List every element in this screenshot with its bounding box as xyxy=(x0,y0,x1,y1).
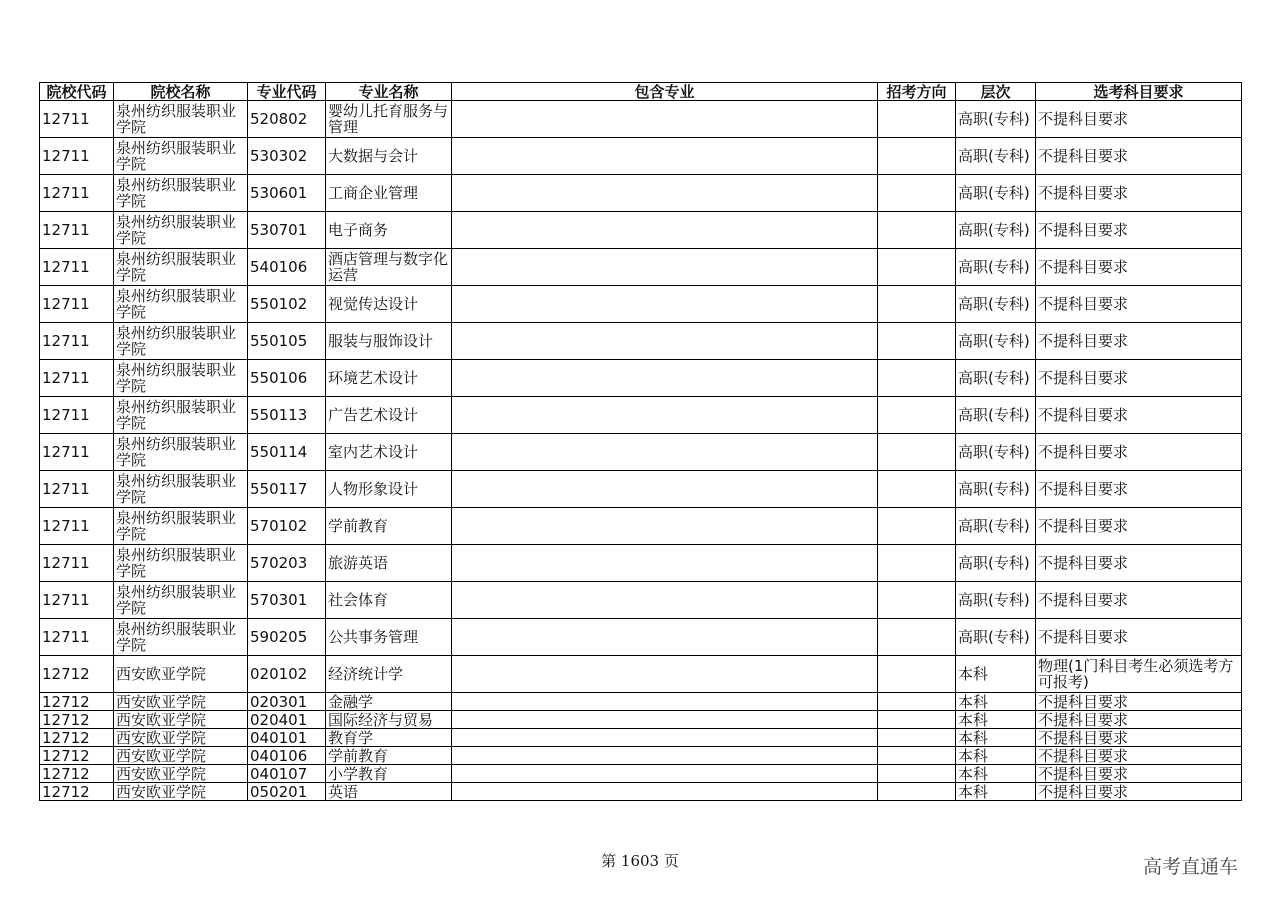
included-majors-cell xyxy=(452,765,878,783)
school-code-cell: 12711 xyxy=(40,508,114,545)
school-code-cell: 12712 xyxy=(40,729,114,747)
subject-requirement-cell: 不提科目要求 xyxy=(1036,434,1242,471)
major-name-cell: 酒店管理与数字化运营 xyxy=(326,249,452,286)
subject-requirement-cell: 不提科目要求 xyxy=(1036,729,1242,747)
subject-requirement-cell: 不提科目要求 xyxy=(1036,619,1242,656)
major-name-cell: 社会体育 xyxy=(326,582,452,619)
school-name-cell: 泉州纺织服装职业学院 xyxy=(114,101,248,138)
major-name-cell: 经济统计学 xyxy=(326,656,452,693)
major-code-cell: 550114 xyxy=(248,434,326,471)
school-code-cell: 12711 xyxy=(40,138,114,175)
school-code-cell: 12711 xyxy=(40,619,114,656)
school-name-cell: 泉州纺织服装职业学院 xyxy=(114,286,248,323)
school-name-cell: 西安欧亚学院 xyxy=(114,783,248,801)
subject-requirement-cell: 不提科目要求 xyxy=(1036,711,1242,729)
subject-requirement-cell: 不提科目要求 xyxy=(1036,471,1242,508)
school-code-cell: 12711 xyxy=(40,286,114,323)
level-cell: 高职(专科) xyxy=(956,619,1036,656)
level-cell: 本科 xyxy=(956,783,1036,801)
header-row xyxy=(40,83,1242,101)
major-name-cell: 旅游英语 xyxy=(326,545,452,582)
direction-cell xyxy=(878,434,956,471)
school-name-cell: 西安欧亚学院 xyxy=(114,693,248,711)
direction-cell xyxy=(878,747,956,765)
school-code-cell: 12712 xyxy=(40,711,114,729)
school-code-cell: 12711 xyxy=(40,471,114,508)
school-name-cell: 泉州纺织服装职业学院 xyxy=(114,249,248,286)
major-code-cell: 020102 xyxy=(248,656,326,693)
subject-requirement-cell: 不提科目要求 xyxy=(1036,286,1242,323)
subject-requirement-cell: 不提科目要求 xyxy=(1036,508,1242,545)
major-name-cell: 教育学 xyxy=(326,729,452,747)
direction-cell xyxy=(878,693,956,711)
level-cell: 高职(专科) xyxy=(956,434,1036,471)
school-name-cell: 西安欧亚学院 xyxy=(114,765,248,783)
major-name-cell: 金融学 xyxy=(326,693,452,711)
table-body xyxy=(40,101,1242,801)
table-row xyxy=(40,397,1242,434)
school-code-cell: 12712 xyxy=(40,656,114,693)
school-name-cell: 泉州纺织服装职业学院 xyxy=(114,434,248,471)
included-majors-cell xyxy=(452,693,878,711)
school-name-cell: 泉州纺织服装职业学院 xyxy=(114,508,248,545)
major-code-cell: 530701 xyxy=(248,212,326,249)
direction-cell xyxy=(878,711,956,729)
school-name-cell: 泉州纺织服装职业学院 xyxy=(114,138,248,175)
major-code-cell: 520802 xyxy=(248,101,326,138)
level-cell: 本科 xyxy=(956,765,1036,783)
header-major-code: 专业代码 xyxy=(248,83,326,101)
major-code-cell: 570301 xyxy=(248,582,326,619)
direction-cell xyxy=(878,397,956,434)
subject-requirement-cell: 物理(1门科目考生必须选考方可报考) xyxy=(1036,656,1242,693)
direction-cell xyxy=(878,138,956,175)
major-code-cell: 040101 xyxy=(248,729,326,747)
major-name-cell: 大数据与会计 xyxy=(326,138,452,175)
major-code-cell: 020401 xyxy=(248,711,326,729)
table-row xyxy=(40,508,1242,545)
major-name-cell: 广告艺术设计 xyxy=(326,397,452,434)
included-majors-cell xyxy=(452,138,878,175)
header-subject-requirement: 选考科目要求 xyxy=(1036,83,1242,101)
major-name-cell: 工商企业管理 xyxy=(326,175,452,212)
major-code-cell: 550113 xyxy=(248,397,326,434)
school-code-cell: 12711 xyxy=(40,175,114,212)
table-row xyxy=(40,747,1242,765)
school-code-cell: 12711 xyxy=(40,545,114,582)
included-majors-cell xyxy=(452,711,878,729)
table-row xyxy=(40,582,1242,619)
major-code-cell: 040106 xyxy=(248,747,326,765)
table-row xyxy=(40,434,1242,471)
level-cell: 本科 xyxy=(956,711,1036,729)
school-name-cell: 泉州纺织服装职业学院 xyxy=(114,360,248,397)
direction-cell xyxy=(878,582,956,619)
level-cell: 高职(专科) xyxy=(956,471,1036,508)
major-name-cell: 小学教育 xyxy=(326,765,452,783)
included-majors-cell xyxy=(452,397,878,434)
subject-requirement-cell: 不提科目要求 xyxy=(1036,101,1242,138)
table-row xyxy=(40,545,1242,582)
major-name-cell: 视觉传达设计 xyxy=(326,286,452,323)
school-code-cell: 12711 xyxy=(40,101,114,138)
included-majors-cell xyxy=(452,360,878,397)
header-included-majors: 包含专业 xyxy=(452,83,878,101)
table-row xyxy=(40,249,1242,286)
table-row xyxy=(40,619,1242,656)
school-code-cell: 12711 xyxy=(40,249,114,286)
subject-requirement-cell: 不提科目要求 xyxy=(1036,360,1242,397)
table-row xyxy=(40,323,1242,360)
included-majors-cell xyxy=(452,747,878,765)
school-name-cell: 泉州纺织服装职业学院 xyxy=(114,582,248,619)
subject-requirement-cell: 不提科目要求 xyxy=(1036,138,1242,175)
included-majors-cell xyxy=(452,286,878,323)
level-cell: 高职(专科) xyxy=(956,508,1036,545)
table-row xyxy=(40,693,1242,711)
table-row xyxy=(40,765,1242,783)
subject-requirement-cell: 不提科目要求 xyxy=(1036,693,1242,711)
major-code-cell: 550106 xyxy=(248,360,326,397)
level-cell: 高职(专科) xyxy=(956,138,1036,175)
direction-cell xyxy=(878,286,956,323)
school-name-cell: 泉州纺织服装职业学院 xyxy=(114,397,248,434)
direction-cell xyxy=(878,323,956,360)
school-code-cell: 12711 xyxy=(40,434,114,471)
included-majors-cell xyxy=(452,212,878,249)
major-code-cell: 050201 xyxy=(248,783,326,801)
major-name-cell: 国际经济与贸易 xyxy=(326,711,452,729)
level-cell: 本科 xyxy=(956,729,1036,747)
watermark-text: 高考直通车 xyxy=(1143,856,1239,878)
major-name-cell: 学前教育 xyxy=(326,508,452,545)
level-cell: 本科 xyxy=(956,656,1036,693)
major-name-cell: 英语 xyxy=(326,783,452,801)
direction-cell xyxy=(878,545,956,582)
table-row xyxy=(40,286,1242,323)
major-name-cell: 学前教育 xyxy=(326,747,452,765)
direction-cell xyxy=(878,212,956,249)
school-name-cell: 泉州纺织服装职业学院 xyxy=(114,545,248,582)
level-cell: 高职(专科) xyxy=(956,323,1036,360)
table-row xyxy=(40,471,1242,508)
major-code-cell: 040107 xyxy=(248,765,326,783)
direction-cell xyxy=(878,471,956,508)
admissions-table xyxy=(39,82,1242,801)
table-row xyxy=(40,729,1242,747)
major-code-cell: 550105 xyxy=(248,323,326,360)
subject-requirement-cell: 不提科目要求 xyxy=(1036,397,1242,434)
level-cell: 本科 xyxy=(956,693,1036,711)
school-name-cell: 泉州纺织服装职业学院 xyxy=(114,323,248,360)
major-code-cell: 550117 xyxy=(248,471,326,508)
school-name-cell: 西安欧亚学院 xyxy=(114,711,248,729)
header-school-name: 院校名称 xyxy=(114,83,248,101)
included-majors-cell xyxy=(452,434,878,471)
level-cell: 高职(专科) xyxy=(956,286,1036,323)
level-cell: 高职(专科) xyxy=(956,212,1036,249)
header-major-name: 专业名称 xyxy=(326,83,452,101)
subject-requirement-cell: 不提科目要求 xyxy=(1036,783,1242,801)
school-code-cell: 12712 xyxy=(40,747,114,765)
school-name-cell: 泉州纺织服装职业学院 xyxy=(114,212,248,249)
major-code-cell: 540106 xyxy=(248,249,326,286)
direction-cell xyxy=(878,619,956,656)
table-row xyxy=(40,711,1242,729)
major-code-cell: 020301 xyxy=(248,693,326,711)
table-row xyxy=(40,101,1242,138)
level-cell: 高职(专科) xyxy=(956,101,1036,138)
level-cell: 高职(专科) xyxy=(956,397,1036,434)
subject-requirement-cell: 不提科目要求 xyxy=(1036,249,1242,286)
table-row xyxy=(40,783,1242,801)
level-cell: 高职(专科) xyxy=(956,360,1036,397)
school-code-cell: 12711 xyxy=(40,212,114,249)
included-majors-cell xyxy=(452,729,878,747)
major-code-cell: 570102 xyxy=(248,508,326,545)
direction-cell xyxy=(878,656,956,693)
subject-requirement-cell: 不提科目要求 xyxy=(1036,323,1242,360)
included-majors-cell xyxy=(452,582,878,619)
included-majors-cell xyxy=(452,249,878,286)
direction-cell xyxy=(878,783,956,801)
major-name-cell: 公共事务管理 xyxy=(326,619,452,656)
table-row xyxy=(40,360,1242,397)
school-name-cell: 泉州纺织服装职业学院 xyxy=(114,175,248,212)
school-code-cell: 12711 xyxy=(40,397,114,434)
table-row xyxy=(40,175,1242,212)
school-code-cell: 12712 xyxy=(40,693,114,711)
major-code-cell: 530601 xyxy=(248,175,326,212)
level-cell: 高职(专科) xyxy=(956,249,1036,286)
school-name-cell: 西安欧亚学院 xyxy=(114,747,248,765)
subject-requirement-cell: 不提科目要求 xyxy=(1036,582,1242,619)
included-majors-cell xyxy=(452,619,878,656)
included-majors-cell xyxy=(452,471,878,508)
subject-requirement-cell: 不提科目要求 xyxy=(1036,765,1242,783)
included-majors-cell xyxy=(452,508,878,545)
table-row xyxy=(40,212,1242,249)
direction-cell xyxy=(878,508,956,545)
table-row xyxy=(40,656,1242,693)
subject-requirement-cell: 不提科目要求 xyxy=(1036,747,1242,765)
major-code-cell: 550102 xyxy=(248,286,326,323)
included-majors-cell xyxy=(452,101,878,138)
table-row xyxy=(40,138,1242,175)
school-code-cell: 12711 xyxy=(40,323,114,360)
direction-cell xyxy=(878,249,956,286)
major-name-cell: 室内艺术设计 xyxy=(326,434,452,471)
subject-requirement-cell: 不提科目要求 xyxy=(1036,212,1242,249)
school-name-cell: 西安欧亚学院 xyxy=(114,656,248,693)
major-code-cell: 530302 xyxy=(248,138,326,175)
school-code-cell: 12712 xyxy=(40,765,114,783)
included-majors-cell xyxy=(452,175,878,212)
subject-requirement-cell: 不提科目要求 xyxy=(1036,175,1242,212)
header-level: 层次 xyxy=(956,83,1036,101)
level-cell: 高职(专科) xyxy=(956,175,1036,212)
level-cell: 高职(专科) xyxy=(956,545,1036,582)
school-name-cell: 泉州纺织服装职业学院 xyxy=(114,619,248,656)
school-name-cell: 泉州纺织服装职业学院 xyxy=(114,471,248,508)
direction-cell xyxy=(878,729,956,747)
header-direction: 招考方向 xyxy=(878,83,956,101)
school-name-cell: 西安欧亚学院 xyxy=(114,729,248,747)
major-name-cell: 服装与服饰设计 xyxy=(326,323,452,360)
major-code-cell: 590205 xyxy=(248,619,326,656)
subject-requirement-cell: 不提科目要求 xyxy=(1036,545,1242,582)
header-school-code: 院校代码 xyxy=(40,83,114,101)
included-majors-cell xyxy=(452,656,878,693)
page-number: 第 1603 页 xyxy=(601,852,679,870)
major-name-cell: 人物形象设计 xyxy=(326,471,452,508)
level-cell: 本科 xyxy=(956,747,1036,765)
major-name-cell: 婴幼儿托育服务与管理 xyxy=(326,101,452,138)
direction-cell xyxy=(878,765,956,783)
major-code-cell: 570203 xyxy=(248,545,326,582)
included-majors-cell xyxy=(452,545,878,582)
direction-cell xyxy=(878,101,956,138)
major-name-cell: 电子商务 xyxy=(326,212,452,249)
school-code-cell: 12712 xyxy=(40,783,114,801)
direction-cell xyxy=(878,175,956,212)
school-code-cell: 12711 xyxy=(40,360,114,397)
school-code-cell: 12711 xyxy=(40,582,114,619)
level-cell: 高职(专科) xyxy=(956,582,1036,619)
major-name-cell: 环境艺术设计 xyxy=(326,360,452,397)
included-majors-cell xyxy=(452,323,878,360)
included-majors-cell xyxy=(452,783,878,801)
direction-cell xyxy=(878,360,956,397)
